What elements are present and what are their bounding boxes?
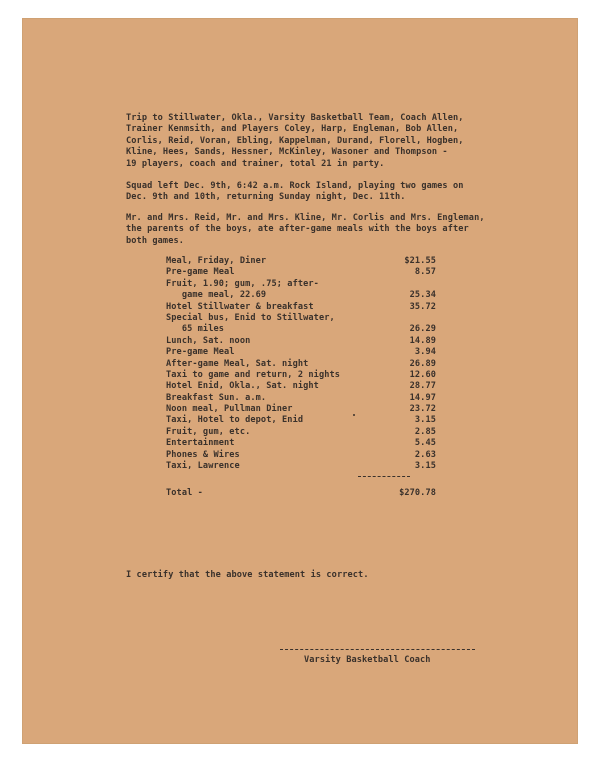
paragraph-line: Trainer Kenmsith, and Players Coley, Harp, Engleman, Bob Allen, xyxy=(126,124,459,135)
total-divider xyxy=(358,476,410,477)
expense-amount xyxy=(396,279,436,290)
paragraph-line: Kline, Hees, Sands, Hessner, McKinley, Wasoner and Thompson - xyxy=(126,147,448,158)
expense-row xyxy=(166,381,436,392)
expense-row xyxy=(166,415,436,426)
total-row xyxy=(166,488,436,499)
departure-paragraph xyxy=(126,181,464,204)
expense-amount: 23.72 xyxy=(409,404,436,415)
certification-statement: I certify that the above statement is correct. xyxy=(126,570,369,580)
expense-row xyxy=(166,267,436,278)
expense-amount: 26.29 xyxy=(409,324,436,335)
expense-description: Meal, Friday, Diner xyxy=(166,256,267,266)
expense-description: Phones & Wires xyxy=(166,449,240,460)
expense-row xyxy=(166,427,436,438)
expense-amount: 12.60 xyxy=(409,369,436,380)
expense-row xyxy=(166,438,436,449)
signature-line xyxy=(280,649,475,650)
expense-description: Fruit, gum, etc. xyxy=(166,426,251,437)
expense-description: Hotel Enid, Okla., Sat. night xyxy=(166,381,319,392)
expense-description: Noon meal, Pullman Diner xyxy=(166,404,293,415)
expense-row xyxy=(166,324,436,335)
expense-row xyxy=(166,256,436,267)
parents-paragraph xyxy=(126,213,485,247)
expense-amount: 3.15 xyxy=(414,461,436,472)
expense-description: Pre-game Meal xyxy=(166,267,235,278)
expense-description: After-game Meal, Sat. night xyxy=(166,358,309,369)
trip-paragraph xyxy=(126,113,464,170)
expense-row xyxy=(166,359,436,370)
expense-amount: 14.89 xyxy=(409,335,436,346)
expense-description: game meal, 22.69 xyxy=(166,290,267,301)
expense-amount: 2.63 xyxy=(414,449,436,460)
expense-amount: 5.45 xyxy=(414,438,436,449)
paragraph-line: Dec. 9th and 10th, returning Sunday night, Dec. 11th. xyxy=(126,192,406,203)
paragraph-line: Mr. and Mrs. Reid, Mr. and Mrs. Kline, Mr. Corlis and Mrs. Engleman, xyxy=(126,213,485,223)
expense-row xyxy=(166,290,436,301)
expense-amount: 14.97 xyxy=(409,392,436,403)
expense-amount: 3.94 xyxy=(414,347,436,358)
paragraph-line: Corlis, Reid, Voran, Ebling, Kappelman, Durand, Florell, Hogben, xyxy=(126,135,464,146)
expense-amount: 25.34 xyxy=(409,290,436,301)
total-label: Total - xyxy=(166,488,203,498)
expense-description: Hotel Stillwater & breakfast xyxy=(166,301,314,312)
expense-row xyxy=(166,302,436,313)
expense-description: Special bus, Enid to Stillwater, xyxy=(166,312,335,323)
paragraph-line: Squad left Dec. 9th, 6:42 a.m. Rock Island, playing two games on xyxy=(126,181,464,191)
expense-row xyxy=(166,393,436,404)
expense-description: Lunch, Sat. noon xyxy=(166,335,251,346)
expense-amount: 3.15 xyxy=(414,415,436,426)
expense-description: Taxi, Hotel to depot, Enid xyxy=(166,415,304,426)
expense-description: Taxi to game and return, 2 nights xyxy=(166,369,341,380)
expense-row xyxy=(166,336,436,347)
expense-amount: $21.55 xyxy=(404,256,436,266)
paragraph-line: both games. xyxy=(126,235,185,246)
expense-description: Breakfast Sun. a.m. xyxy=(166,392,267,403)
expense-amount: 35.72 xyxy=(409,301,436,312)
expense-description: Taxi, Lawrence xyxy=(166,461,240,472)
signature-title: Varsity Basketball Coach xyxy=(304,655,431,665)
expense-amount: 2.85 xyxy=(414,426,436,437)
expense-row xyxy=(166,313,436,324)
expense-row xyxy=(166,450,436,461)
paper-sheet xyxy=(22,18,578,744)
total-amount: $270.78 xyxy=(399,488,436,498)
expense-row xyxy=(166,461,436,472)
expense-row xyxy=(166,370,436,381)
paragraph-line: 19 players, coach and trainer, total 21 in party. xyxy=(126,158,385,169)
expense-description: Entertainment xyxy=(166,438,235,449)
expense-ledger xyxy=(166,256,436,472)
paper-speck xyxy=(353,414,355,416)
expense-amount xyxy=(396,313,436,324)
expense-description: 65 miles xyxy=(166,324,225,335)
paragraph-line: Trip to Stillwater, Okla., Varsity Basketball Team, Coach Allen, xyxy=(126,113,464,123)
expense-description: Pre-game Meal xyxy=(166,347,235,358)
expense-row xyxy=(166,279,436,290)
expense-amount: 28.77 xyxy=(409,381,436,392)
expense-row xyxy=(166,404,436,415)
expense-amount: 8.57 xyxy=(414,267,436,278)
expense-row xyxy=(166,347,436,358)
expense-amount: 26.89 xyxy=(409,358,436,369)
paragraph-line: the parents of the boys, ate after-game meals with the boys after xyxy=(126,224,469,235)
expense-description: Fruit, 1.90; gum, .75; after- xyxy=(166,278,319,289)
